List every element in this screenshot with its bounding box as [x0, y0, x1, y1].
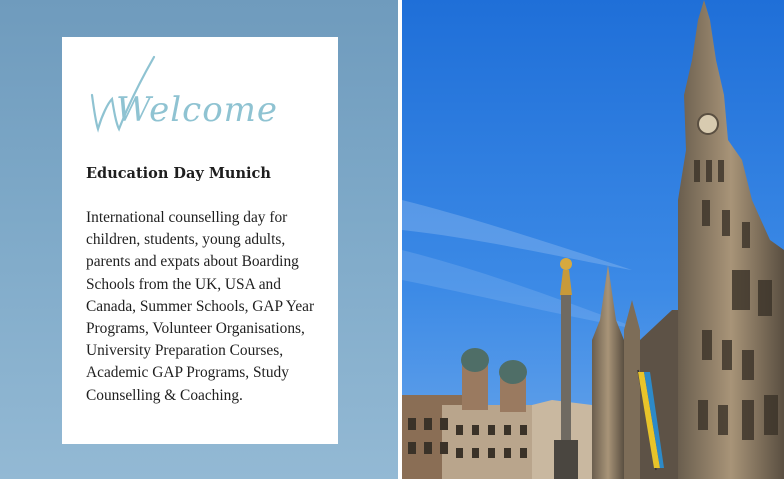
card-title: Education Day Munich	[86, 165, 271, 182]
welcome-script	[86, 55, 326, 137]
photo-illustration	[402, 0, 784, 479]
welcome-text: Welcome	[116, 90, 279, 130]
mariensaeule-column	[561, 295, 571, 445]
statue-head	[560, 258, 572, 270]
building-mid	[442, 405, 542, 479]
munich-city-hall-photo	[402, 0, 784, 479]
gothic-spire-small	[624, 300, 640, 479]
clock-face	[698, 114, 718, 134]
frauenkirche-dome-right	[499, 360, 527, 384]
frauenkirche-dome-left	[461, 348, 489, 372]
card-description: International counselling day for children, students, young adults, parents and expats about Boarding Schools from the UK, USA and Canada, Summer Schools, GAP Year Programs, Volunteer Organisations, University Preparation Courses, Academic GAP Programs, Study Counselling & Coaching.	[86, 209, 315, 404]
welcome-card	[62, 37, 338, 444]
column-base	[554, 440, 578, 479]
